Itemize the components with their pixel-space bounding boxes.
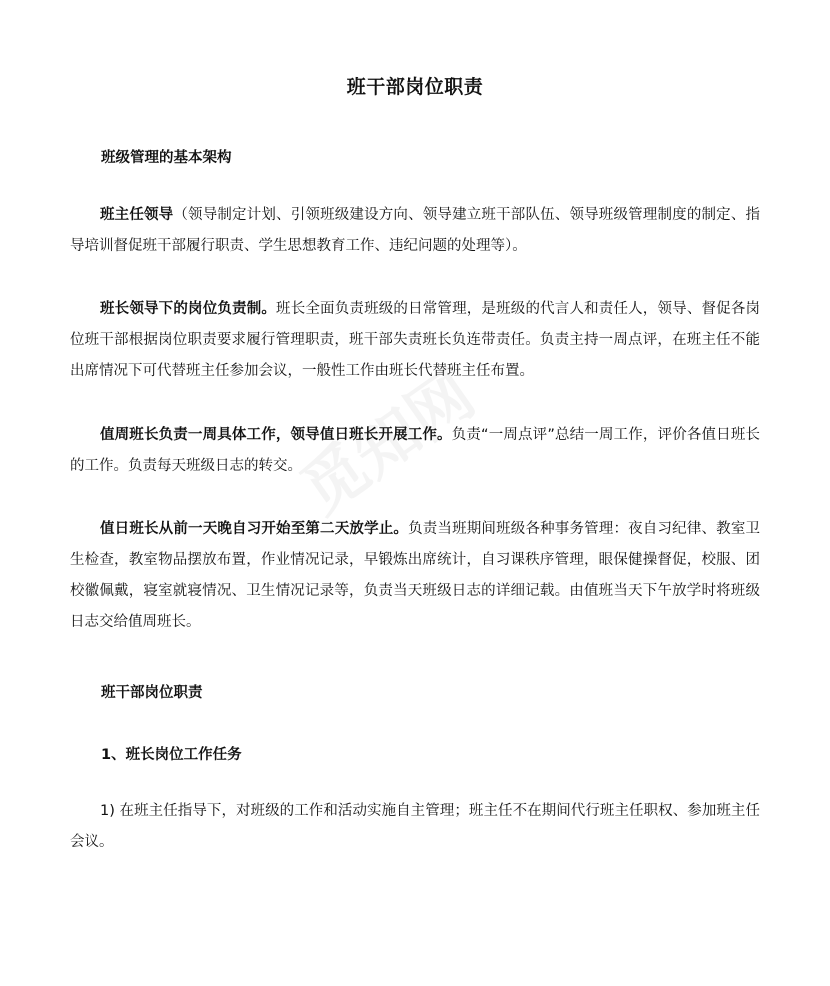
page-title: 班干部岗位职责: [346, 76, 484, 98]
paragraph-daily-monitor: [70, 514, 760, 638]
paragraph-monitor: [70, 294, 760, 387]
paragraph-text: 班长全面负责班级的日常管理，是班级的代言人和责任人，领导、督促各岗位班干部根据岗位职责要求履行管理职责，班干部失责班长负连带责任。负责主持一周点评，在班主任不能出席情况下可代替班主任参加会议，一般性工作由班长代替班主任布置。: [70, 301, 760, 379]
paragraph-head-teacher: [70, 200, 760, 262]
section-heading-duties: 班干部岗位职责: [101, 685, 203, 701]
paragraph-lead: 班主任领导: [100, 207, 174, 223]
paragraph-text: 负责“一周点评”总结一周工作，评价各值日班长的工作。负责每天班级日志的转交。: [70, 427, 760, 474]
paragraph-lead: 值周班长负责一周具体工作，领导值日班长开展工作。: [100, 427, 452, 443]
paragraph-text: 负责当班期间班级各种事务管理：夜自习纪律、教室卫生检查，教室物品摆放布置，作业情况记录，早锻炼出席统计，自习课秩序管理，眼保健操督促，校服、团校徽佩戴，寝室就寝情况、卫生情况记录等，负责当天班级日志的详细记载。由值班当天下午放学时将班级日志交给值周班长。: [70, 521, 760, 630]
paragraph-weekly-monitor: [70, 420, 760, 482]
section-heading-architecture: 班级管理的基本架构: [101, 150, 232, 166]
paragraph-text: （领导制定计划、引领班级建设方向、领导建立班干部队伍、领导班级管理制度的制定、指导培训督促班干部履行职责、学生思想教育工作、违纪问题的处理等）。: [70, 207, 761, 254]
paragraph-lead: 值日班长从前一天晚自习开始至第二天放学止。: [100, 521, 409, 537]
subsection-heading-monitor-tasks: 1、班长岗位工作任务: [101, 747, 242, 763]
list-item: 1) 在班主任指导下，对班级的工作和活动实施自主管理；班主任不在期间代行班主任职权、参加班主任会议。: [70, 803, 760, 850]
paragraph-lead: 班长领导下的岗位负责制。: [100, 301, 277, 317]
